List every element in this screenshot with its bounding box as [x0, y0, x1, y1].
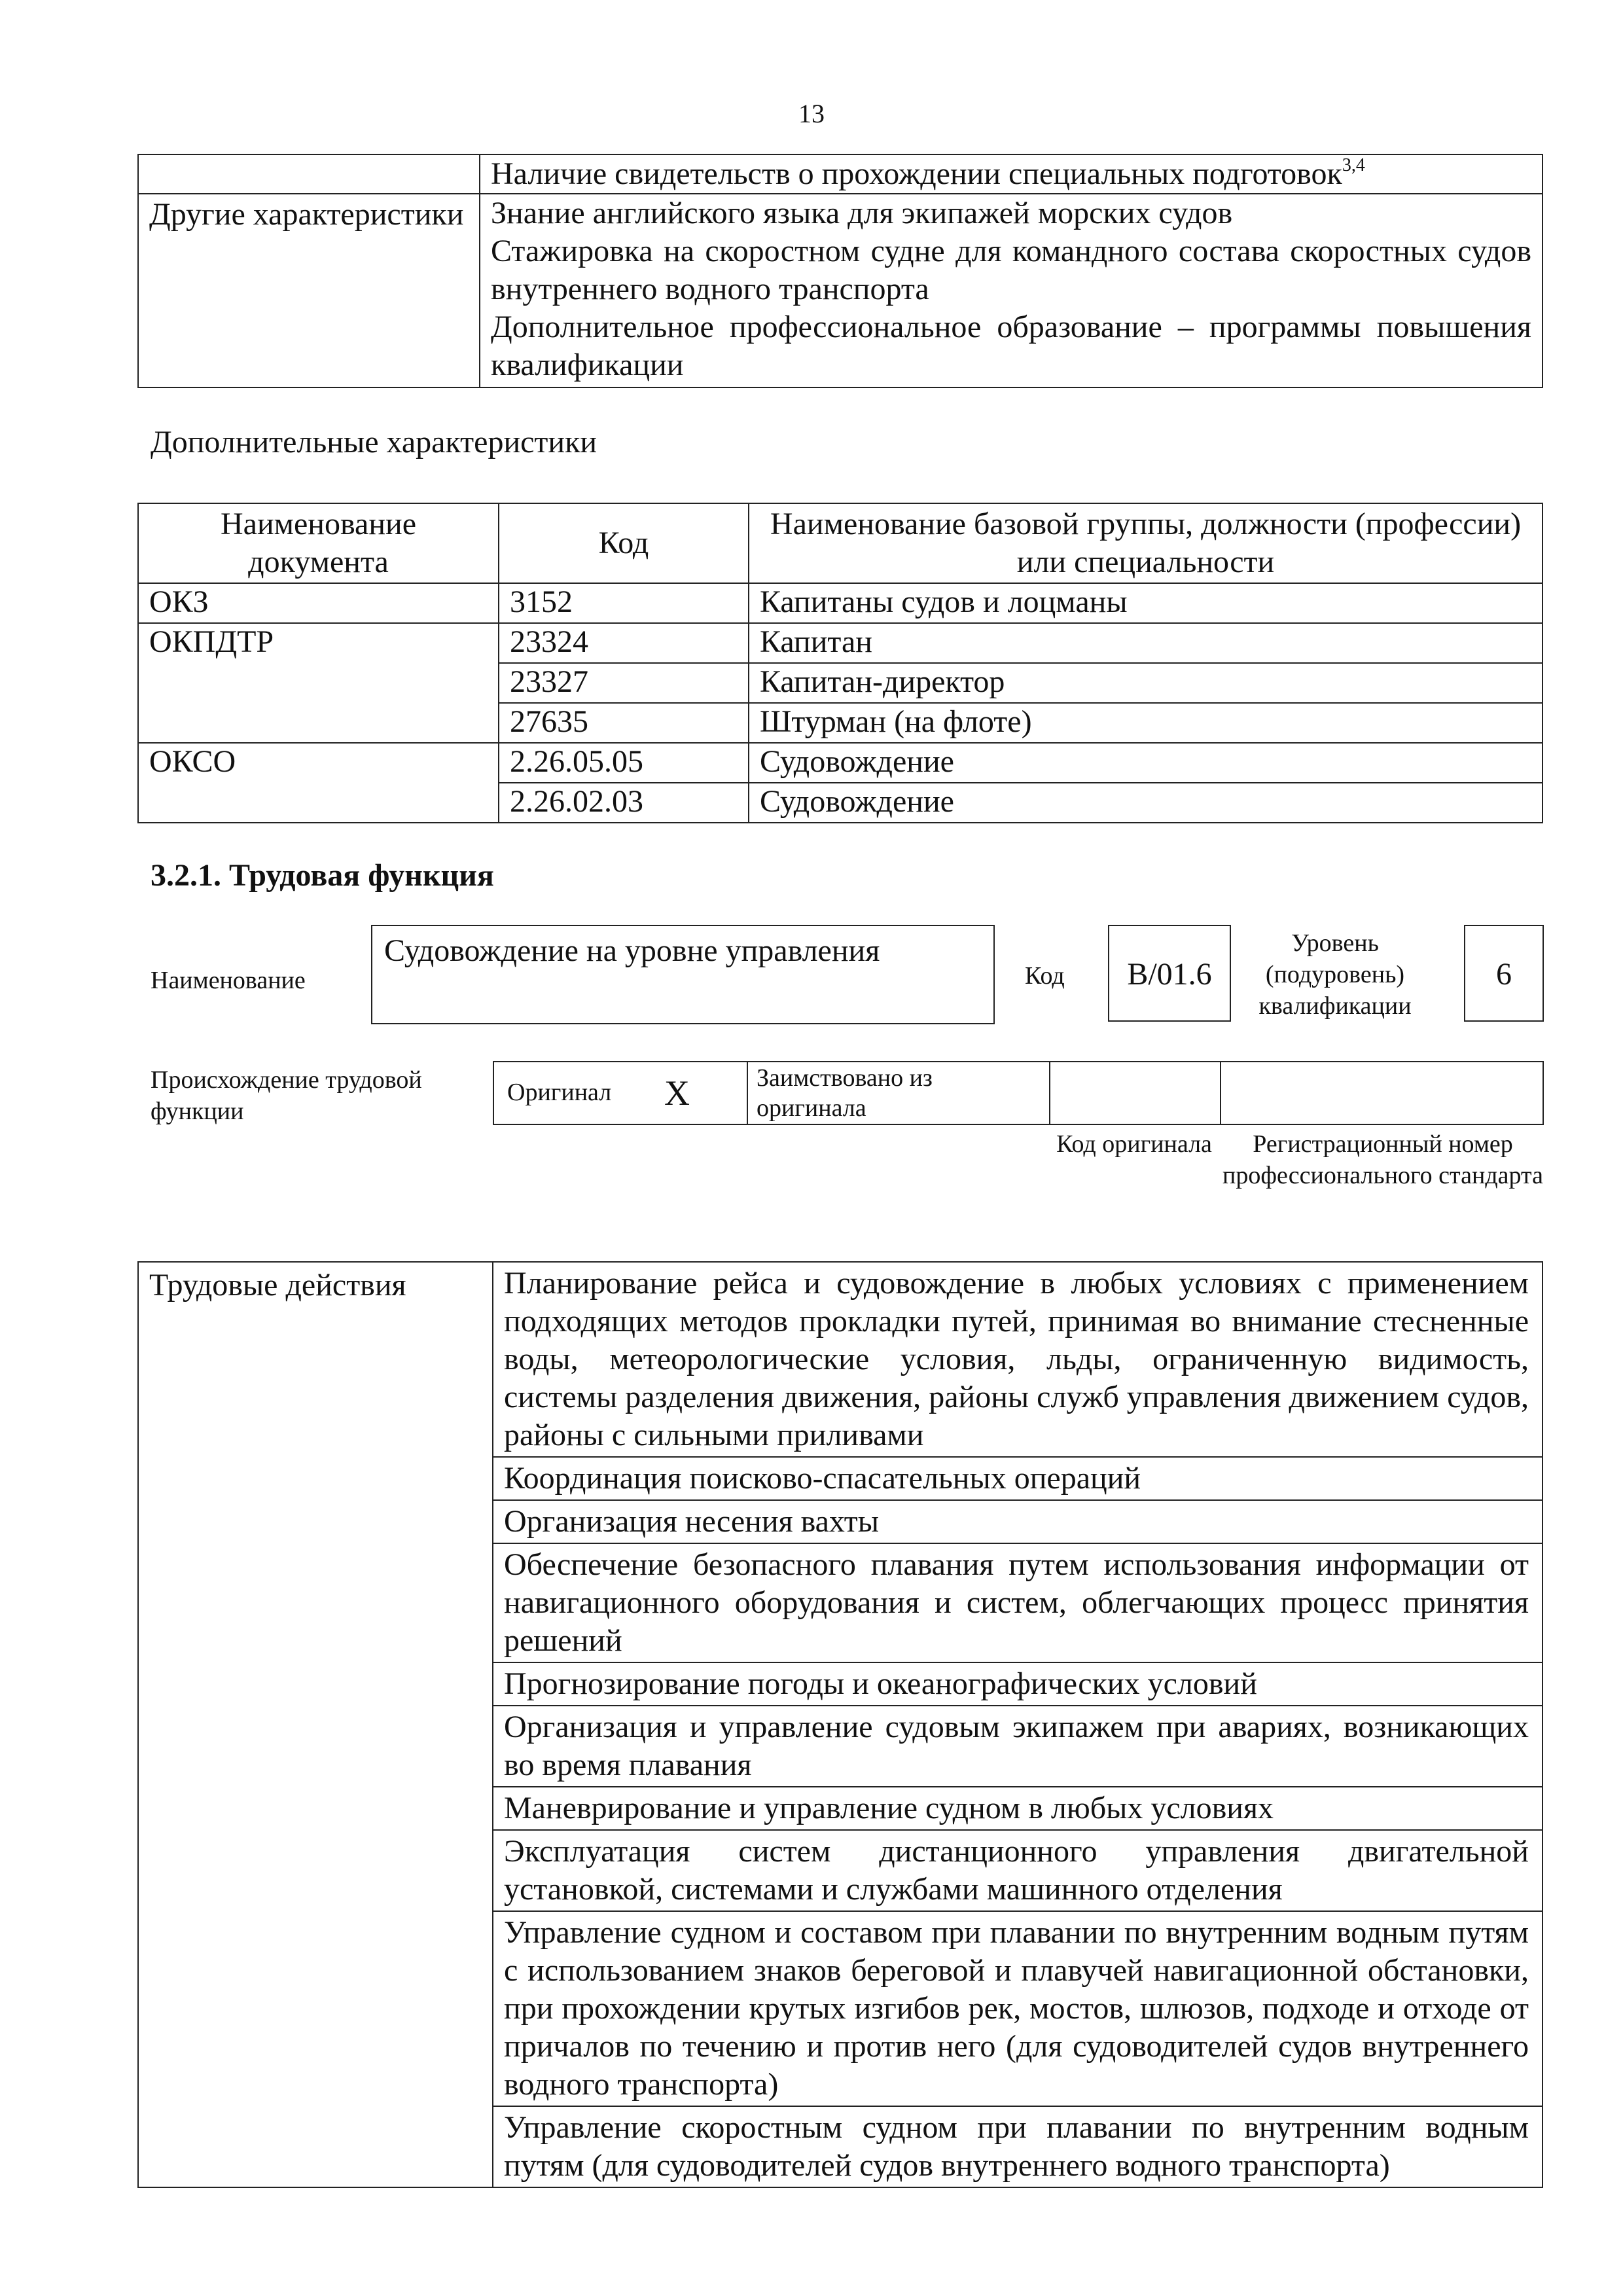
- characteristic-line: Дополнительное профессиональное образование – программы повышения квалификации: [491, 310, 1531, 382]
- reg-number-label: Регистрационный номер профессионального стандарта: [1222, 1130, 1543, 1189]
- labor-action: Координация поисково-спасательных операций: [493, 1457, 1543, 1500]
- code-cell: 23327: [499, 663, 749, 703]
- header-code: Код: [499, 503, 749, 583]
- origin-label: Происхождение трудовой функции: [151, 1066, 422, 1125]
- certificate-row: [480, 154, 1543, 194]
- labor-action: Управление скоростным судном при плавании по внутренним водным путям (для судоводителей судов внутреннего водного транспорта): [493, 2106, 1543, 2187]
- certificate-text: Наличие свидетельств о прохождении специальных подготовок: [491, 156, 1342, 191]
- labor-action: Планирование рейса и судовождение в любых условиях с применением подходящих методов прокладки путей, принимая во внимание стесненные воды, метеорологические условия, льды, ограниченную видимость, системы разделения движения, районы служб управления движением судов, районы с сильными приливами: [493, 1262, 1543, 1457]
- labor-action: Прогнозирование погоды и океанографических условий: [493, 1662, 1543, 1706]
- labor-actions-label: Трудовые действия: [138, 1262, 493, 2187]
- other-characteristics-label: Другие характеристики: [138, 194, 480, 387]
- function-code-value: B/01.6: [1127, 957, 1212, 992]
- name-cell: Капитаны судов и лоцманы: [749, 583, 1543, 623]
- characteristic-line: Стажировка на скоростном судне для командного состава скоростных судов внутреннего водного транспорта: [491, 234, 1531, 306]
- other-characteristics-list: [480, 194, 1543, 387]
- original-cell: [493, 1061, 748, 1125]
- borrowed-label: Заимствовано из оригинала: [757, 1064, 933, 1122]
- code-cell: 23324: [499, 623, 749, 663]
- function-code-box: [1108, 925, 1231, 1022]
- name-cell: Капитан-директор: [749, 663, 1543, 703]
- original-label: Оригинал: [507, 1079, 612, 1106]
- labor-action: Организация и управление судовым экипажем при авариях, возникающих во время плавания: [493, 1706, 1543, 1787]
- qualification-level-box: [1464, 925, 1544, 1022]
- qualification-level-value: 6: [1496, 957, 1512, 992]
- function-name-value: Судовождение на уровне управления: [384, 933, 880, 968]
- code-cell: 3152: [499, 583, 749, 623]
- additional-characteristics-table: [137, 503, 1543, 823]
- other-characteristics-table: [137, 154, 1543, 388]
- name-cell: Судовождение: [749, 743, 1543, 783]
- code-cell: 27635: [499, 703, 749, 743]
- code-cell: 2.26.02.03: [499, 783, 749, 823]
- origin-divider: [747, 1061, 748, 1125]
- code-original-label: Код оригинала: [1056, 1130, 1212, 1158]
- origin-divider: [1049, 1061, 1050, 1125]
- name-cell: Капитан: [749, 623, 1543, 663]
- labor-action: Управление судном и составом при плавании по внутренним водным путям с использованием знаков береговой и плавучей навигационной обстановки, при прохождении крутых изгибов рек, мостов, шлюзов, подходе и отходе от причалов по течению и против него (для судоводителей судов внутреннего водного транспорта): [493, 1911, 1543, 2106]
- qualification-level-label: Уровень (подуровень) квалификации: [1258, 929, 1412, 1020]
- footnote-ref: 3,4: [1342, 155, 1365, 175]
- original-mark: X: [664, 1073, 690, 1113]
- additional-characteristics-title: Дополнительные характеристики: [151, 425, 597, 459]
- origin-divider: [1220, 1061, 1221, 1125]
- function-name-box: [371, 925, 995, 1024]
- code-label: Код: [1025, 962, 1065, 990]
- page-number: 13: [798, 99, 825, 128]
- labor-actions-table: [137, 1261, 1543, 2188]
- name-cell: Штурман (на флоте): [749, 703, 1543, 743]
- characteristic-line: Знание английского языка для экипажей морских судов: [491, 196, 1233, 230]
- doc-cell: ОКПДТР: [138, 623, 499, 743]
- labor-action: Эксплуатация систем дистанционного управления двигательной установкой, системами и службами машинного отделения: [493, 1830, 1543, 1911]
- code-cell: 2.26.05.05: [499, 743, 749, 783]
- empty-cell: [138, 154, 480, 194]
- labor-action: Маневрирование и управление судном в любых условиях: [493, 1787, 1543, 1830]
- labor-action: Организация несения вахты: [493, 1500, 1543, 1543]
- labor-action: Обеспечение безопасного плавания путем использования информации от навигационного оборудования и систем, облегчающих процесс принятия решений: [493, 1543, 1543, 1662]
- name-label: Наименование: [151, 967, 306, 994]
- doc-cell: ОКЗ: [138, 583, 499, 623]
- labor-function-title: 3.2.1. Трудовая функция: [151, 858, 494, 893]
- header-document: Наименование документа: [138, 503, 499, 583]
- header-name: Наименование базовой группы, должности (профессии) или специальности: [749, 503, 1543, 583]
- name-cell: Судовождение: [749, 783, 1543, 823]
- doc-cell: ОКСО: [138, 743, 499, 823]
